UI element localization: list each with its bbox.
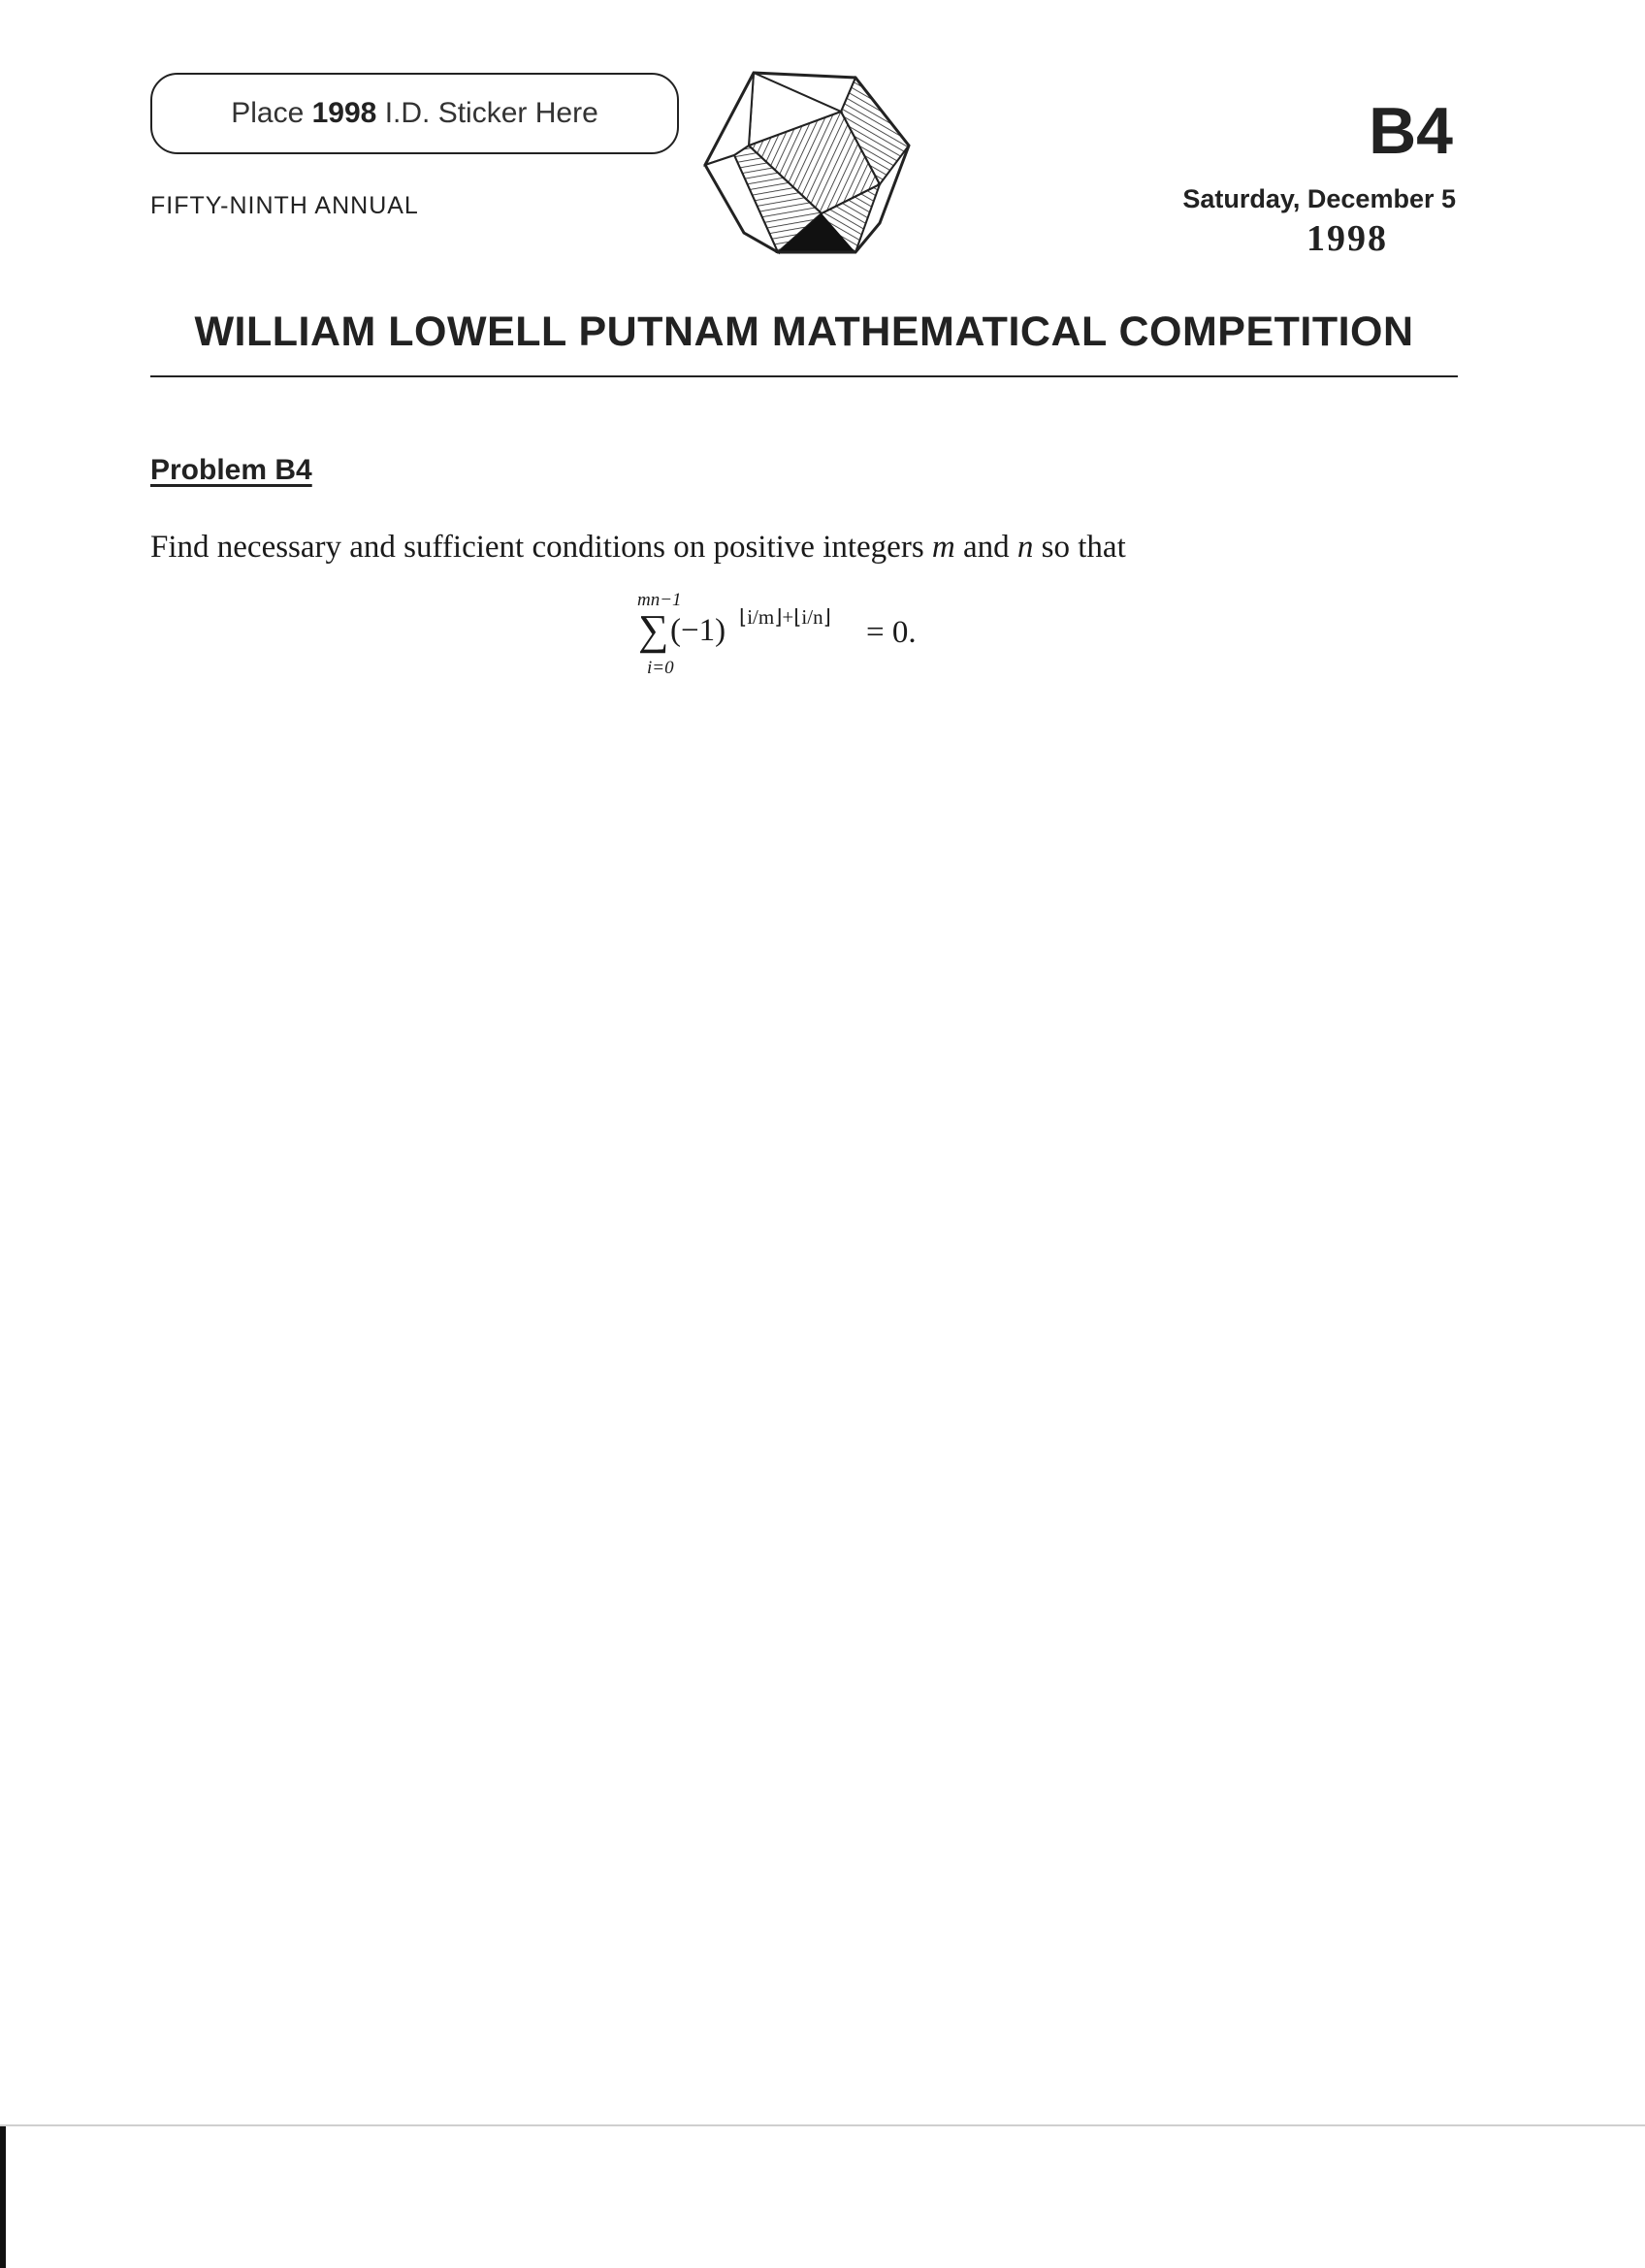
statement-part-2: and	[954, 530, 1017, 565]
competition-title: WILLIAM LOWELL PUTNAM MATHEMATICAL COMPETITION	[194, 308, 1414, 355]
annual-label: FIFTY-NINTH ANNUAL	[150, 192, 419, 219]
var-m: m	[931, 530, 955, 565]
var-n: n	[1016, 530, 1034, 565]
formula-exponent: ⌊i/m⌋+⌊i/n⌋	[739, 605, 831, 629]
scan-edge-mark	[0, 2126, 6, 2268]
sum-lower-limit: i=0	[647, 658, 674, 678]
sticker-suffix: I.D. Sticker Here	[384, 97, 598, 129]
sticker-prefix: Place	[231, 97, 305, 129]
sum-upper-limit: mn−1	[637, 590, 682, 610]
sigma-symbol: ∑	[638, 606, 669, 654]
statement-part-3: so that	[1033, 530, 1126, 565]
problem-heading: Problem B4	[150, 454, 312, 486]
formula-base: (−1)	[670, 613, 726, 648]
id-sticker-box	[150, 73, 679, 154]
problem-code: B4	[1369, 94, 1453, 168]
scan-edge-line	[0, 2124, 1645, 2126]
title-divider	[150, 375, 1458, 377]
exam-date: Saturday, December 5	[1182, 184, 1456, 213]
formula-result: = 0.	[866, 615, 917, 650]
sticker-year: 1998	[311, 97, 377, 129]
sum-formula	[635, 590, 984, 687]
problem-statement	[150, 530, 1126, 566]
polyhedron-logo	[700, 68, 914, 262]
exam-year: 1998	[1306, 218, 1388, 259]
statement-part-1: Find necessary and sufficient conditions on positive integers	[150, 530, 932, 565]
